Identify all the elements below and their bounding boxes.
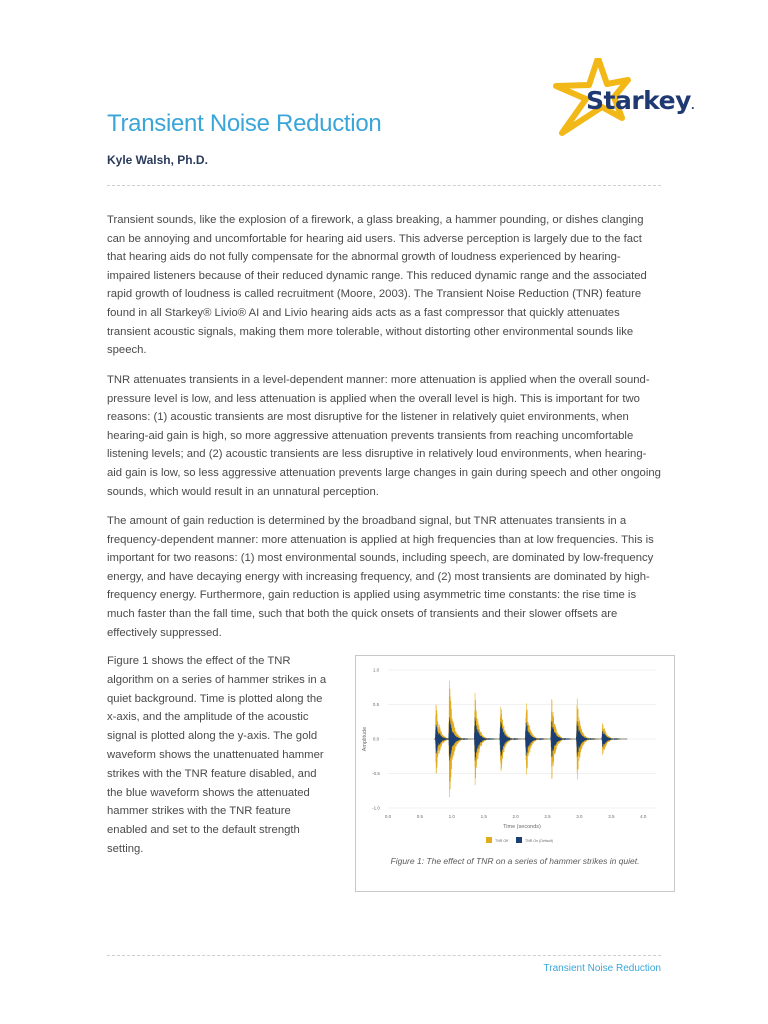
paragraph-1: Transient sounds, like the explosion of a firework, a glass breaking, a hammer pounding, or dishes clanging can be annoying and uncomfortable for hearing aid users. This adverse perception is largely due to the fact that hearing aids do not fully compensate for the abnormal growth of loudness experienced by hearing-impaired listeners because of their reduced dynamic range. This reduced dynamic range and the associated rapid growth of loudness is called recruitment (Moore, 2003). The Transient Noise Reduction (TNR) feature found in all Starkey® Livio® AI and Livio hearing aids acts as a fast compressor that quickly attenuates transient acoustic signals, making them more tolerable, without distorting other environmental sounds like speech. bbox=[107, 214, 647, 357]
x-axis-label: Time (seconds) bbox=[503, 824, 541, 830]
y-tick-label: -0.5 bbox=[372, 771, 380, 776]
legend-label-tnr-off: TNR Off bbox=[495, 839, 509, 843]
x-tick-label: 2.0 bbox=[512, 814, 519, 819]
body-text bbox=[107, 512, 661, 642]
figure-1 bbox=[355, 655, 675, 892]
y-tick-label: 0.5 bbox=[372, 702, 380, 707]
x-tick-label: 4.0 bbox=[640, 814, 647, 819]
figure-description: Figure 1 shows the effect of the TNR algorithm on a series of hammer strikes in a quiet background. Time is plotted along the x-axis, and the amplitude of the acoustic signal is plotted along the y-axis. The gold waveform shows the unattenuated hammer strikes with the TNR feature disabled, and the blue waveform shows the attenuated hammer strikes with the TNR feature enabled and set to the default strength setting. bbox=[107, 655, 327, 855]
brand-name: Starkey. bbox=[586, 86, 695, 115]
waveform-chart bbox=[356, 656, 674, 851]
x-tick-label: 3.0 bbox=[576, 814, 583, 819]
legend-label-tnr-on: TNR On (Default) bbox=[525, 839, 553, 843]
waveform-tnr-on bbox=[434, 718, 627, 761]
header-divider bbox=[107, 185, 661, 186]
paragraph-3: The amount of gain reduction is determined by the broadband signal, but TNR attenuates transients in a frequency-dependent manner: more attenuation is applied at high frequencies than at low frequencies. This is important for two reasons: (1) most environmental sounds, including speech, are dominated by low-frequency energy, and have decaying energy with increasing frequency, and (2) most transients are dominated by high-frequency energy. Furthermore, gain reduction is applied using asymmetric time constants: the rise time is much faster than the fall time, such that both the quick onsets of transients and their slower offsets are effectively suppressed. bbox=[107, 515, 654, 639]
footer-divider bbox=[107, 955, 661, 956]
paragraph-2: TNR attenuates transients in a level-dependent manner: more attenuation is applied when the overall sound-pressure level is low, and less attenuation is applied when the overall level is high. This is important for two reasons: (1) acoustic transients are most disruptive for the listener in relatively quiet environments, when hearing-aid gain is high, so more aggressive attenuation prevents transients from reaching uncomfortable listening levels; and (2) acoustic transients are less disruptive in relatively loud environments, when hearing-aid gain is low, so less aggressive attenuation prevents large changes in gain during speech and other ongoing sounds, which would result in an unnatural perception. bbox=[107, 374, 661, 498]
legend-swatch-tnr-off bbox=[486, 837, 492, 843]
x-tick-label: 1.0 bbox=[448, 814, 455, 819]
figure-caption: Figure 1: The effect of TNR on a series of hammer strikes in quiet. bbox=[390, 856, 640, 866]
author-name: Kyle Walsh, Ph.D. bbox=[107, 153, 208, 167]
body-text bbox=[107, 211, 661, 360]
body-text bbox=[107, 371, 661, 501]
x-tick-label: 0.5 bbox=[416, 814, 424, 819]
legend-swatch-tnr-on bbox=[516, 837, 522, 843]
y-tick-label: 0.0 bbox=[372, 736, 380, 742]
page-title: Transient Noise Reduction bbox=[107, 110, 382, 137]
footer-title: Transient Noise Reduction bbox=[543, 963, 661, 974]
y-axis-label: Amplitude bbox=[362, 726, 368, 752]
x-tick-label: 3.5 bbox=[608, 814, 615, 819]
y-tick-label: -1.0 bbox=[372, 805, 380, 811]
x-tick-label: 1.5 bbox=[480, 814, 487, 819]
y-tick-label: 1.0 bbox=[372, 667, 380, 673]
x-tick-label: 0.0 bbox=[384, 814, 392, 819]
x-tick-label: 2.5 bbox=[544, 814, 551, 819]
